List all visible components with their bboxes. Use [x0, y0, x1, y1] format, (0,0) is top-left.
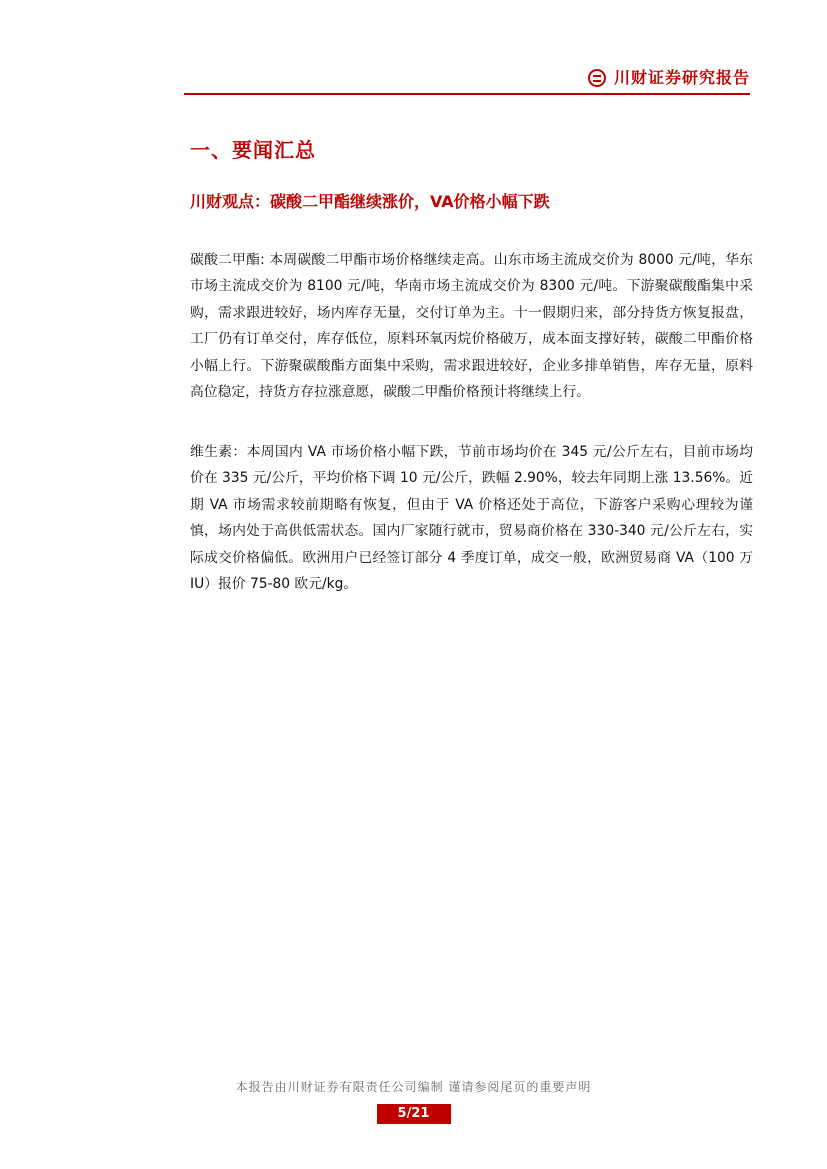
paragraph-vitamin: 维生素：本周国内 VA 市场价格小幅下跌，节前市场均价在 345 元/公斤左右，目前市场均价在 335 元/公斤，平均价格下调 10 元/公斤，跌幅 2.90%，较去年同期上涨 13.56%。近期 VA 市场需求较前期略有恢复，但由于 VA 价格还处于高位，下游客户采购心理较为谨慎，场内处于高供低需状态。国内厂家随行就市，贸易商价格在 330-340 元/公斤左右，实际成交价格偏低。欧洲用户已经签订部分 4 季度订单，成交一般，欧洲贸易商 VA（100 万 IU）报价 75-80 欧元/kg。 — [190, 443, 753, 593]
viewpoint-heading: 川财观点：碳酸二甲酯继续涨价，VA价格小幅下跌 — [190, 192, 550, 211]
page-header — [184, 66, 750, 94]
footer-disclaimer: 本报告由川财证券有限责任公司编制 谨请参阅尾页的重要声明 — [235, 1080, 592, 1094]
section-title: 一、要闻汇总 — [190, 138, 316, 162]
paragraph-dmc: 碳酸二甲酯: 本周碳酸二甲酯市场价格继续走高。山东市场主流成交价为 8000 元/吨，华东市场主流成交价为 8100 元/吨，华南市场主流成交价为 8300 元/吨。下游聚碳酸酯集中采购，需求跟进较好，场内库存无量，交付订单为主。十一假期归来，部分持货方恢复报盘，工厂仍有订单交付，库存低位，原料环氧丙烷价格破万，成本面支撑好转，碳酸二甲酯价格小幅上行。下游聚碳酸酯方面集中采购，需求跟进较好，企业多排单销售，库存无量，原料高位稳定，持货方存拉涨意愿，碳酸二甲酯价格预计将继续上行。 — [190, 251, 753, 401]
header-divider — [184, 93, 750, 95]
report-brand-title: 川财证券研究报告 — [613, 68, 750, 87]
page-footer — [0, 1078, 827, 1124]
company-logo-icon — [588, 69, 606, 87]
header-brand — [588, 66, 750, 90]
page-number-badge: 5/21 — [377, 1104, 451, 1124]
